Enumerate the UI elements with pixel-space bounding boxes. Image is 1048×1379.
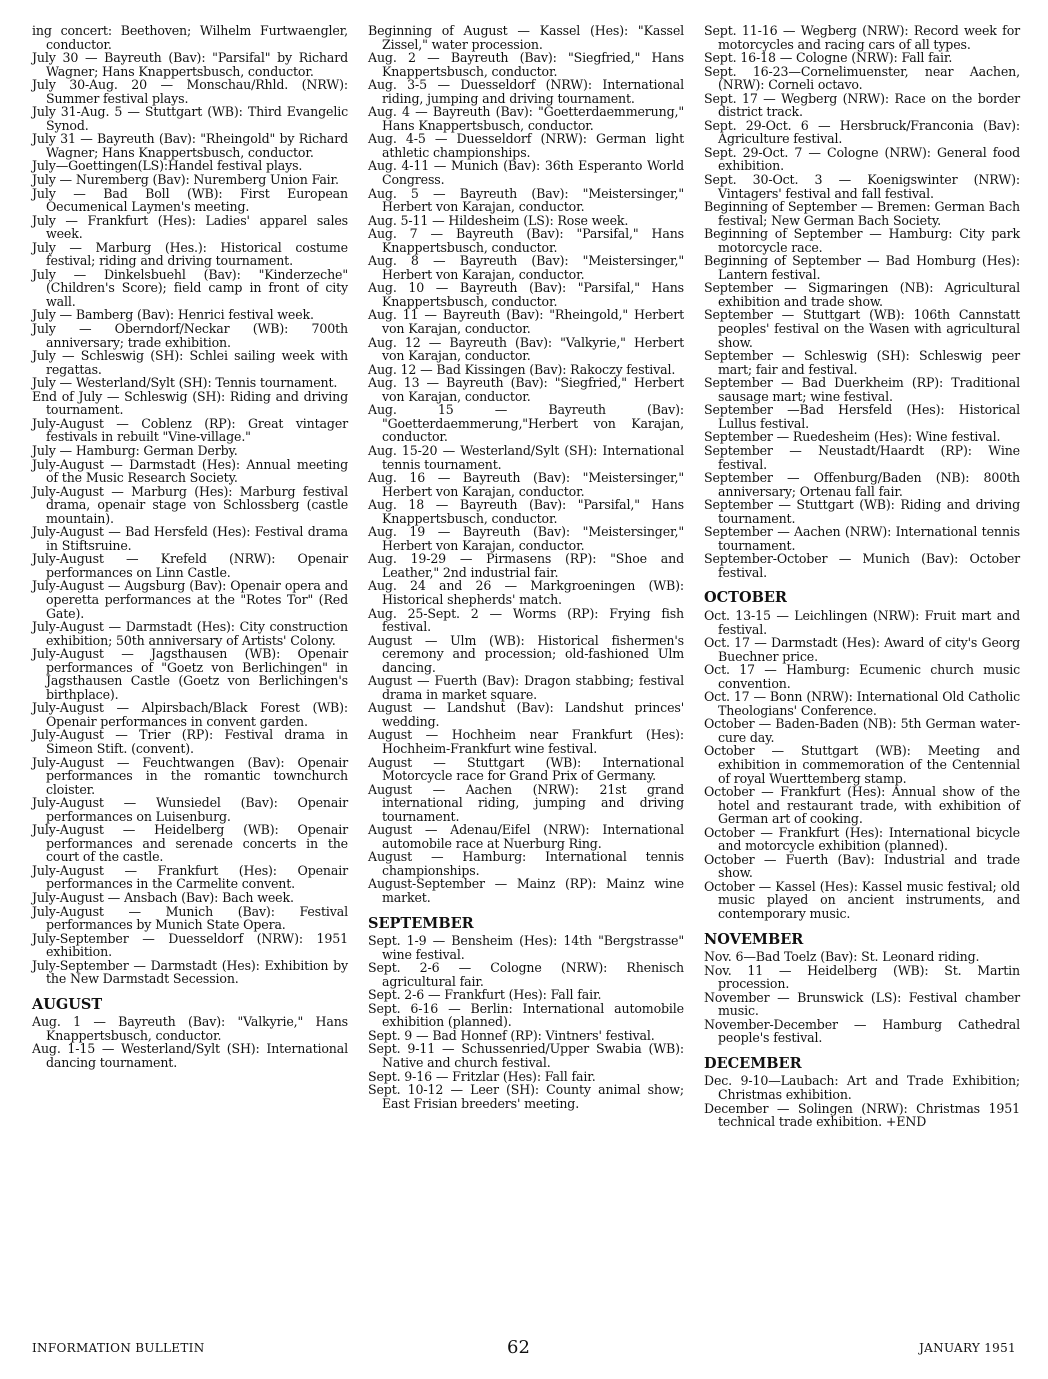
calendar-entry: July-August — Frankfurt (Hes): Openair performances in the Carmelite convent.: [32, 862, 348, 892]
calendar-entry: Sept. 2-6 — Frankfurt (Hes): Fall fair.: [368, 987, 602, 1003]
calendar-entry: July—Goettingen(LS):Handel festival plays.: [32, 158, 303, 174]
calendar-entry: Aug. 2 — Bayreuth (Bav): "Siegfried," Hans Knappertsbusch, conductor.: [368, 50, 684, 79]
november-entries: [704, 950, 1020, 1045]
calendar-entry: Aug. 3-5 — Duesseldorf (NRW): International riding, jumping and driving tournament.: [368, 77, 684, 106]
calendar-entry: August — Hochheim near Frankfurt (Hes): Hochheim-Frankfurt wine festival.: [368, 727, 684, 756]
calendar-entry: Sept. 9 — Bad Honnef (RP): Vintners' festival.: [368, 1027, 655, 1043]
calendar-entry: August-September — Mainz (RP): Mainz wine market.: [368, 876, 684, 905]
calendar-entry: October — Stuttgart (WB): Meeting and exhibition in commemoration of the Centennial of royal Wuerttemberg stamp.: [704, 743, 1020, 786]
calendar-entry: July-September — Darmstadt (Hes): Exhibition by the New Darmstadt Secession.: [32, 957, 348, 987]
october-entries: [704, 609, 1020, 921]
calendar-entry: Aug. 8 — Bayreuth (Bav): "Meistersinger," Herbert von Karajan, conductor.: [368, 253, 684, 282]
calendar-entry: Aug. 12 — Bad Kissingen (Bav): Rakoczy festival.: [368, 361, 676, 377]
page-number: 62: [507, 1337, 530, 1358]
calendar-entry: July — Bamberg (Bav): Henrici festival week.: [32, 307, 314, 323]
calendar-entry: Beginning of September — Bad Homburg (Hes): Lantern festival.: [704, 253, 1020, 282]
column-1-entries: [32, 24, 348, 986]
calendar-entry: Nov. 11 — Heidelberg (WB): St. Martin procession.: [704, 962, 1020, 992]
publication-title: INFORMATION BULLETIN: [32, 1341, 205, 1355]
calendar-entry: Aug. 4-5 — Duesseldorf (NRW): German light athletic championships.: [368, 131, 684, 160]
column-3: [704, 24, 1020, 1129]
calendar-entry: August — Hamburg: International tennis championships.: [368, 849, 684, 878]
calendar-entry: Sept. 29-Oct. 6 — Hersbruck/Franconia (Bav): Agriculture festival.: [704, 117, 1020, 147]
calendar-entry: Oct. 17 — Darmstadt (Hes): Award of city's Georg Buechner price.: [704, 635, 1020, 664]
section-heading-november: NOVEMBER: [704, 930, 804, 948]
calendar-entry: September-October — Munich (Bav): October festival.: [704, 551, 1020, 580]
calendar-entry: July-August — Feuchtwangen (Bav): Openair performances in the romantic townchurch cloister.: [32, 754, 348, 797]
calendar-entry: Sept. 9-16 — Fritzlar (Hes): Fall fair.: [368, 1068, 596, 1084]
calendar-entry: August — Ulm (WB): Historical fishermen's ceremony and procession; old-fashioned Ulm dancing.: [368, 632, 684, 675]
calendar-entry: Aug. 7 — Bayreuth (Bav): "Parsifal," Hans Knappertsbusch, conductor.: [368, 226, 684, 255]
calendar-entry: July-August — Trier (RP): Festival drama in Simeon Stift. (convent).: [32, 727, 348, 756]
calendar-entry: Aug. 1-15 — Westerland/Sylt (SH): International dancing tournament.: [32, 1041, 348, 1071]
calendar-entry: Aug. 13 — Bayreuth (Bav): "Siegfried," Herbert von Karajan, conductor.: [368, 375, 684, 404]
calendar-entry: September — Schleswig (SH): Schleswig peer mart; fair and festival.: [704, 348, 1020, 377]
column-1: [32, 24, 348, 1070]
calendar-entry: July-August — Ansbach (Bav): Bach week.: [32, 890, 294, 905]
calendar-entry: Sept. 17 — Wegberg (NRW): Race on the border district track.: [704, 90, 1020, 120]
calendar-entry: Sept. 9-11 — Schussenried/Upper Swabia (WB): Native and church festival.: [368, 1041, 684, 1071]
december-entries: [704, 1074, 1020, 1128]
section-heading-october: OCTOBER: [704, 589, 787, 607]
column-2-entries: [368, 24, 684, 905]
calendar-entry: July — Dinkelsbuehl (Bav): "Kinderzeche" (Children's Score); field camp in front of city wall.: [32, 266, 348, 309]
calendar-entry: October — Frankfurt (Hes): International bicycle and motorcycle exhibition (planned).: [704, 824, 1020, 854]
calendar-entry: Aug. 15 — Bayreuth (Bav): "Goetterdaemmerung,"Herbert von Karajan, conductor.: [368, 402, 684, 445]
calendar-entry: Sept. 11-16 — Wegberg (NRW): Record week for motorcycles and racing cars of all types.: [704, 23, 1020, 52]
calendar-entry: Oct. 17 — Hamburg: Ecumenic church music convention.: [704, 662, 1020, 691]
section-heading-september: SEPTEMBER: [368, 914, 474, 932]
calendar-entry: July-August — Bad Hersfeld (Hes): Festival drama in Stiftsruine.: [32, 524, 348, 553]
column-3-entries: [704, 24, 1020, 579]
calendar-entry: September — Offenburg/Baden (NB): 800th anniversary; Ortenau fall fair.: [704, 470, 1020, 499]
calendar-entry: October — Kassel (Hes): Kassel music festival; old music played on ancient instruments, and contemporary music.: [704, 878, 1020, 921]
calendar-entry: July — Marburg (Hes.): Historical costume festival; riding and driving tournament.: [32, 239, 348, 269]
calendar-entry: October — Frankfurt (Hes): Annual show of the hotel and restaurant trade, with exhibition of German art of cooking.: [704, 784, 1020, 827]
calendar-entry: Oct. 17 — Bonn (NRW): International Old Catholic Theologians' Conference.: [704, 689, 1020, 718]
calendar-entry: July — Frankfurt (Hes): Ladies' apparel sales week.: [32, 212, 348, 242]
calendar-entry: September — Sigmaringen (NB): Agricultural exhibition and trade show.: [704, 280, 1020, 309]
calendar-entry: July-August — Coblenz (RP): Great vintager festivals in rebuilt "Vine-village.": [32, 415, 348, 445]
calendar-entry: July-August — Marburg (Hes): Marburg festival drama, openair stage von Schlossberg (castle mountain).: [32, 483, 348, 526]
calendar-entry: September —Bad Hersfeld (Hes): Historical Lullus festival.: [704, 402, 1020, 431]
calendar-entry: July 31-Aug. 5 — Stuttgart (WB): Third Evangelic Synod.: [32, 104, 348, 133]
calendar-entry: Aug. 4-11 — Munich (Bav): 36th Esperanto World Congress.: [368, 158, 684, 188]
calendar-entry: Sept. 6-16 — Berlin: International automobile exhibition (planned).: [368, 1000, 684, 1030]
calendar-entry: August — Aachen (NRW): 21st grand international riding, jumping and driving tournament.: [368, 781, 684, 824]
calendar-entry: September — Aachen (NRW): International tennis tournament.: [704, 524, 1020, 553]
calendar-entry: ing concert: Beethoven; Wilhelm Furtwaengler, conductor.: [32, 23, 348, 52]
calendar-entry: Aug. 1 — Bayreuth (Bav): "Valkyrie," Hans Knappertsbusch, conductor.: [32, 1014, 348, 1043]
calendar-entry: October — Baden-Baden (NB): 5th German water-cure day.: [704, 716, 1020, 745]
calendar-entry: July — Hamburg: German Derby.: [32, 442, 238, 458]
calendar-entry: July — Oberndorf/Neckar (WB): 700th anniversary; trade exhibition.: [32, 321, 348, 350]
calendar-entry: Aug. 18 — Bayreuth (Bav): "Parsifal," Hans Knappertsbusch, conductor.: [368, 497, 684, 526]
issue-date: JANUARY 1951: [919, 1341, 1016, 1355]
calendar-entry: Sept. 16-23—Cornelimuenster, near Aachen, (NRW): Corneli octavo.: [704, 63, 1020, 93]
calendar-entry: Aug. 10 — Bayreuth (Bav): "Parsifal," Hans Knappertsbusch, conductor.: [368, 280, 684, 309]
calendar-entry: Sept. 30-Oct. 3 — Koenigswinter (NRW): Vintagers' festival and fall festival.: [704, 172, 1020, 201]
calendar-entry: July-August — Krefeld (NRW): Openair performances on Linn Castle.: [32, 551, 348, 580]
calendar-entry: Aug. 24 and 26 — Markgroeningen (WB): Historical shepherds' match.: [368, 578, 684, 607]
calendar-entry: July-August — Darmstadt (Hes): Annual meeting of the Music Research Society.: [32, 456, 348, 486]
calendar-entry: July-August — Munich (Bav): Festival performances by Munich State Opera.: [32, 903, 348, 933]
calendar-entry: Dec. 9-10—Laubach: Art and Trade Exhibition; Christmas exhibition.: [704, 1073, 1020, 1103]
calendar-entry: Beginning of September — Bremen: German Bach festival; New German Bach Society.: [704, 199, 1020, 228]
calendar-entry: November — Brunswick (LS): Festival chamber music.: [704, 989, 1020, 1019]
calendar-entry: July-August — Wunsiedel (Bav): Openair performances on Luisenburg.: [32, 795, 348, 824]
september-entries: [368, 934, 684, 1110]
calendar-entry: Sept. 1-9 — Bensheim (Hes): 14th "Bergstrasse" wine festival.: [368, 933, 684, 962]
calendar-entry: July 30-Aug. 20 — Monschau/Rhld. (NRW): Summer festival plays.: [32, 77, 348, 106]
calendar-entry: July-August — Heidelberg (WB): Openair performances and serenade concerts in the court of the castle.: [32, 822, 348, 865]
calendar-entry: Aug. 5-11 — Hildesheim (LS): Rose week.: [368, 212, 629, 228]
calendar-entry: December — Solingen (NRW): Christmas 1951 technical trade exhibition. +END: [704, 1100, 1020, 1130]
calendar-entry: September — Bad Duerkheim (RP): Traditional sausage mart; wine festival.: [704, 375, 1020, 404]
calendar-entry: Aug. 12 — Bayreuth (Bav): "Valkyrie," Herbert von Karajan, conductor.: [368, 334, 684, 364]
calendar-entry: July 30 — Bayreuth (Bav): "Parsifal" by Richard Wagner; Hans Knappertsbusch, conductor.: [32, 50, 348, 79]
calendar-entry: July — Schleswig (SH): Schlei sailing week with regattas.: [32, 348, 348, 377]
calendar-entry: Sept. 29-Oct. 7 — Cologne (NRW): General food exhibition.: [704, 144, 1020, 174]
section-heading-december: DECEMBER: [704, 1054, 802, 1072]
calendar-entry: Aug. 25-Sept. 2 — Worms (RP): Frying fish festival.: [368, 605, 684, 635]
section-heading-august: AUGUST: [32, 995, 103, 1013]
calendar-entry: July-August — Augsburg (Bav): Openair opera and operetta performances at the "Rotes Tor" (Red Gate).: [32, 578, 348, 621]
calendar-entry: July-August — Darmstadt (Hes): City construction exhibition; 50th anniversary of Artists' Colony.: [32, 619, 348, 648]
calendar-entry: September — Neustadt/Haardt (RP): Wine festival.: [704, 442, 1020, 472]
calendar-entry: July — Bad Boll (WB): First European Oecumenical Laymen's meeting.: [32, 185, 348, 215]
calendar-entry: August — Adenau/Eifel (NRW): International automobile race at Nuerburg Ring.: [368, 822, 684, 851]
calendar-entry: July — Nuremberg (Bav): Nuremberg Union Fair.: [32, 172, 339, 188]
calendar-entry: Sept. 16-18 — Cologne (NRW): Fall fair.: [704, 50, 953, 66]
calendar-entry: Aug. 19 — Bayreuth (Bav): "Meistersinger," Herbert von Karajan, conductor.: [368, 524, 684, 553]
calendar-entry: Sept. 10-12 — Leer (SH): County animal show; East Frisian breeders' meeting.: [368, 1082, 684, 1111]
calendar-entry: July-September — Duesseldorf (NRW): 1951 exhibition.: [32, 930, 348, 960]
calendar-entry: Beginning of August — Kassel (Hes): "Kassel Zissel," water procession.: [368, 23, 684, 52]
calendar-entry: September — Ruedesheim (Hes): Wine festival.: [704, 429, 1001, 445]
calendar-entry: July 31 — Bayreuth (Bav): "Rheingold" by Richard Wagner; Hans Knappertsbusch, conductor.: [32, 131, 348, 160]
calendar-entry: Nov. 6—Bad Toelz (Bav): St. Leonard riding.: [704, 949, 980, 965]
calendar-entry: July-August — Alpirsbach/Black Forest (WB): Openair performances in convent garden.: [32, 700, 348, 729]
calendar-entry: Sept. 2-6 — Cologne (NRW): Rhenisch agricultural fair.: [368, 960, 684, 989]
calendar-entry: July-August — Jagsthausen (WB): Openair performances of "Goetz von Berlichingen" in Jagsthausen Castle (Goetz von Berlichingen's birthplace).: [32, 646, 348, 702]
calendar-entry: July — Westerland/Sylt (SH): Tennis tournament.: [32, 375, 338, 391]
calendar-entry: End of July — Schleswig (SH): Riding and driving tournament.: [32, 388, 348, 418]
calendar-entry: August — Stuttgart (WB): International Motorcycle race for Grand Prix of Germany.: [368, 754, 684, 784]
calendar-entry: Aug. 16 — Bayreuth (Bav): "Meistersinger," Herbert von Karajan, conductor.: [368, 470, 684, 499]
calendar-entry: Aug. 5 — Bayreuth (Bav): "Meistersinger," Herbert von Karajan, conductor.: [368, 185, 684, 215]
calendar-entry: Aug. 11 — Bayreuth (Bav): "Rheingold," Herbert von Karajan, conductor.: [368, 307, 684, 337]
calendar-entry: November-December — Hamburg Cathedral people's festival.: [704, 1016, 1020, 1046]
calendar-entry: August — Landshut (Bav): Landshut princes' wedding.: [368, 700, 684, 729]
page-footer: [32, 1337, 1016, 1361]
calendar-entry: October — Fuerth (Bav): Industrial and trade show.: [704, 851, 1020, 881]
calendar-entry: September — Stuttgart (WB): 106th Cannstatt peoples' festival on the Wasen with agricultural show.: [704, 307, 1020, 350]
calendar-entry: Aug. 4 — Bayreuth (Bav): "Goetterdaemmerung," Hans Knappertsbusch, conductor.: [368, 104, 684, 133]
calendar-entry: September — Stuttgart (WB): Riding and driving tournament.: [704, 497, 1020, 526]
august-entries: [32, 1015, 348, 1069]
calendar-entry: Aug. 15-20 — Westerland/Sylt (SH): International tennis tournament.: [368, 442, 684, 472]
column-2: [368, 24, 684, 1110]
calendar-entry: Beginning of September — Hamburg: City park motorcycle race.: [704, 226, 1020, 255]
calendar-entry: August — Fuerth (Bav): Dragon stabbing; festival drama in market square.: [368, 673, 684, 702]
calendar-entry: Oct. 13-15 — Leichlingen (NRW): Fruit mart and festival.: [704, 607, 1020, 637]
calendar-entry: Aug. 19-29 — Pirmasens (RP): "Shoe and Leather," 2nd industrial fair.: [368, 551, 684, 580]
